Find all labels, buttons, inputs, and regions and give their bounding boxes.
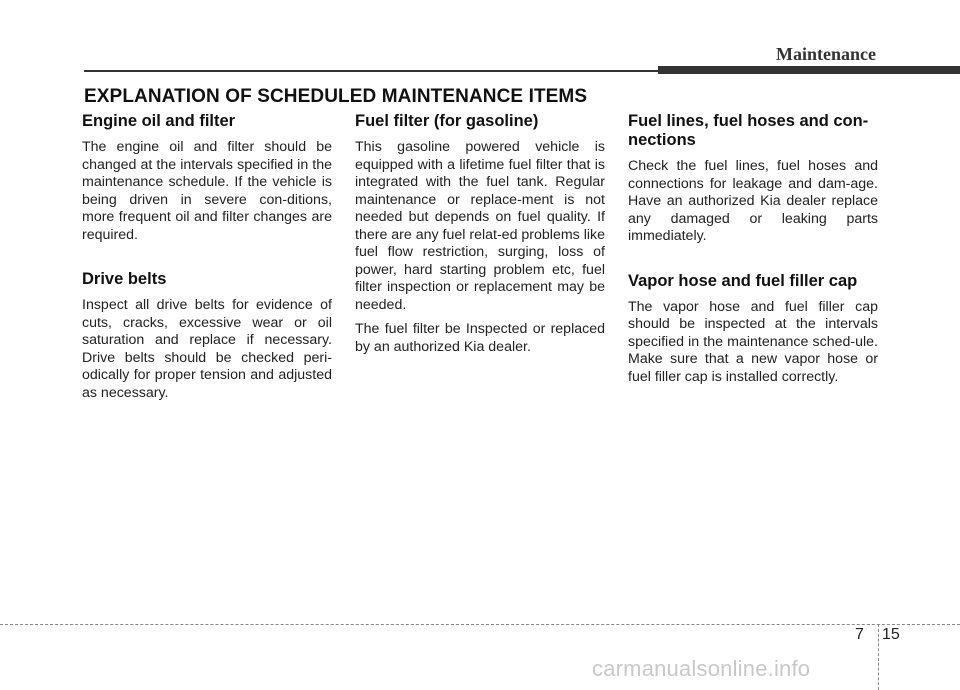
fuel-filter-text: This gasoline powered vehicle is equipped with a lifetime fuel filter that is integrated with the fuel tank. Regular maintenance or replace-ment is not needed but depends on fuel quality. If there are any fuel relat-ed problems like fuel flow restriction, surging, loss of power, hard starting problem etc, fuel filter inspection or replacement may be needed. (355, 139, 605, 313)
watermark-text: carmanualsonline.info (592, 656, 811, 681)
fuel-lines-text: Check the fuel lines, fuel hoses and connections for leakage and dam-age. Have an authorized Kia dealer replace any damaged or leaking parts immediately. (628, 158, 878, 244)
vapor-hose-heading: Vapor hose and fuel filler cap (628, 271, 858, 290)
header-rule (84, 70, 662, 72)
page-number: 15 (882, 626, 900, 643)
footer-vertical-divider (878, 624, 879, 690)
fuel-filter-dealer-text: The fuel filter be Inspected or replaced by an authorized Kia dealer. (355, 321, 605, 355)
column-3 (628, 112, 878, 393)
fuel-filter-heading: Fuel filter (for gasoline) (355, 112, 539, 130)
page-heading: EXPLANATION OF SCHEDULED MAINTENANCE ITEMS (84, 86, 588, 107)
engine-oil-heading: Engine oil and filter (82, 112, 236, 130)
chapter-number: 7 (855, 626, 864, 643)
header-rule-bar (658, 66, 960, 74)
column-1 (82, 112, 332, 409)
section-title: Maintenance (776, 44, 876, 64)
fuel-lines-heading: Fuel lines, fuel hoses and con-nections (628, 112, 869, 149)
drive-belts-heading: Drive belts (82, 270, 167, 288)
drive-belts-text: Inspect all drive belts for evidence of cuts, cracks, excessive wear or oil saturation and replace if necessary. Drive belts should be checked peri-odically for proper tension and adjusted as necessary. (82, 297, 332, 401)
vapor-hose-text: The vapor hose and fuel filler cap should be inspected at the intervals specified in the maintenance sched-ule. Make sure that a new vapor hose or fuel filler cap is installed correctly. (628, 298, 878, 385)
column-2 (355, 112, 605, 363)
engine-oil-text: The engine oil and filter should be changed at the intervals specified in the maintenance schedule. If the vehicle is being driven in severe con-ditions, more frequent oil and filter changes are required. (82, 139, 332, 243)
footer-divider (0, 624, 960, 625)
